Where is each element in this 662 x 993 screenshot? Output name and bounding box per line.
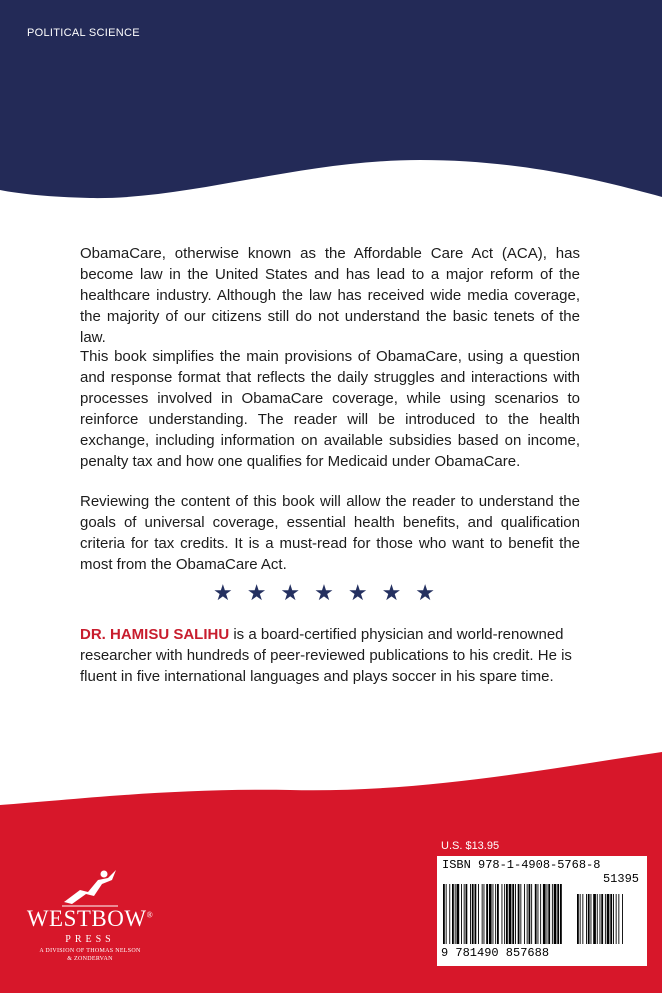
barcode-bar <box>478 884 479 944</box>
barcode-bar <box>531 884 532 944</box>
barcode-bar <box>486 884 488 944</box>
publisher-imprint: PRESS <box>65 934 115 945</box>
addon-barcode-bar <box>610 894 612 944</box>
barcode-bars <box>443 884 641 946</box>
barcode-bar <box>515 884 516 944</box>
addon-barcode-bar <box>618 894 619 944</box>
price-label: U.S. $13.95 <box>441 840 500 852</box>
addon-barcode-bar <box>607 894 610 944</box>
barcode-bar <box>455 884 456 944</box>
barcode-bar <box>493 884 494 944</box>
barcode-bar <box>552 884 553 944</box>
description-paragraph-3: Reviewing the content of this book will allow the reader to understand the goals of universal coverage, essential health benefits, and qualification criteria for tax credits. It is a must-read for those who want to benefit the most from the ObamaCare Act. <box>80 493 580 573</box>
barcode-bar <box>457 884 460 944</box>
addon-barcode-bar <box>600 894 601 944</box>
addon-barcode-bar <box>588 894 590 944</box>
isbn-text: ISBN 978-1-4908-5768-8 <box>442 858 601 872</box>
addon-barcode-bar <box>616 894 617 944</box>
barcode-bar <box>557 884 559 944</box>
publisher-division-line-1: A DIVISION OF THOMAS NELSON <box>39 948 141 954</box>
barcode-bar <box>443 884 445 944</box>
barcode-bar <box>543 884 546 944</box>
description-paragraph-2: This book simplifies the main provisions of ObamaCare, using a question and response format that reflects the daily struggles and interactions with processes involved in ObamaCare coverage, while using scenarios to reinforce understanding. The reader will be introduced to the health exchange, including information on available subsidies based on income, penalty tax and how one qualifies for Medicaid under ObamaCare. <box>80 348 580 470</box>
addon-barcode-bar <box>605 894 606 944</box>
barcode-bar <box>464 884 465 944</box>
barcode-bar <box>540 884 541 944</box>
addon-barcode-bar <box>597 894 598 944</box>
barcode-bar <box>520 884 521 944</box>
addon-barcode-bar <box>613 894 614 944</box>
publisher-name: WESTBOW® <box>26 906 154 931</box>
addon-barcode-bar <box>577 894 579 944</box>
barcode-bar <box>527 884 528 944</box>
barcode-bar <box>495 884 496 944</box>
barcode-bar <box>449 884 450 944</box>
barcode-bar <box>502 884 503 944</box>
description-paragraph-1: ObamaCare, otherwise known as the Affordable Care Act (ACA), has become law in the United States and has lead to a major reform of the healthcare industry. Although the law has received wide media coverage, the majority of our citizens still do not understand the basic tenets of the law. <box>80 245 580 346</box>
barcode-bar <box>538 884 539 944</box>
publisher-division-line-2: & ZONDERVAN <box>67 956 113 962</box>
addon-barcode-bar <box>582 894 583 944</box>
price-addon-code: 51395 <box>602 872 639 886</box>
barcode-bar <box>475 884 477 944</box>
star-divider: ★★★★★★★ <box>212 580 450 605</box>
barcode-bar <box>482 884 483 944</box>
addon-barcode-bar <box>622 894 623 944</box>
ean-digits: 9 781490 857688 <box>441 946 550 960</box>
addon-barcode-bar <box>586 894 587 944</box>
author-bio-text: is a board-certified physician and world-renowned researcher with hundreds of peer-reviewed publications to his credit. He is fluent in five international languages and plays soccer in his spare time. <box>80 626 572 685</box>
barcode-bar <box>484 884 485 944</box>
category-label: POLITICAL SCIENCE <box>27 27 140 39</box>
author-name: DR. HAMISU SALIHU <box>80 626 230 643</box>
barcode-bar <box>529 884 531 944</box>
barcode-bar <box>512 884 514 944</box>
barcode-bar <box>524 884 525 944</box>
leaping-figure-icon <box>58 868 122 908</box>
barcode-bar <box>489 884 492 944</box>
barcode-bar <box>452 884 454 944</box>
barcode-bar <box>518 884 520 944</box>
addon-barcode-bar <box>580 894 581 944</box>
addon-barcode-bar <box>593 894 596 944</box>
author-bio <box>80 624 580 687</box>
publisher-logo <box>20 864 160 984</box>
barcode-bar <box>509 884 512 944</box>
barcode-bar <box>535 884 537 944</box>
barcode-bar <box>504 884 505 944</box>
barcode-bar <box>554 884 557 944</box>
barcode-bar <box>560 884 562 944</box>
barcode-bar <box>466 884 468 944</box>
barcode-panel <box>437 856 647 966</box>
barcode-bar <box>497 884 499 944</box>
barcode-bar <box>461 884 462 944</box>
barcode-bar <box>506 884 508 944</box>
barcode-bar <box>472 884 474 944</box>
barcode-bar <box>470 884 471 944</box>
barcode-bar <box>446 884 447 944</box>
barcode-bar <box>547 884 548 944</box>
addon-barcode-bar <box>591 894 592 944</box>
barcode-bar <box>548 884 550 944</box>
addon-barcode-bar <box>601 894 603 944</box>
